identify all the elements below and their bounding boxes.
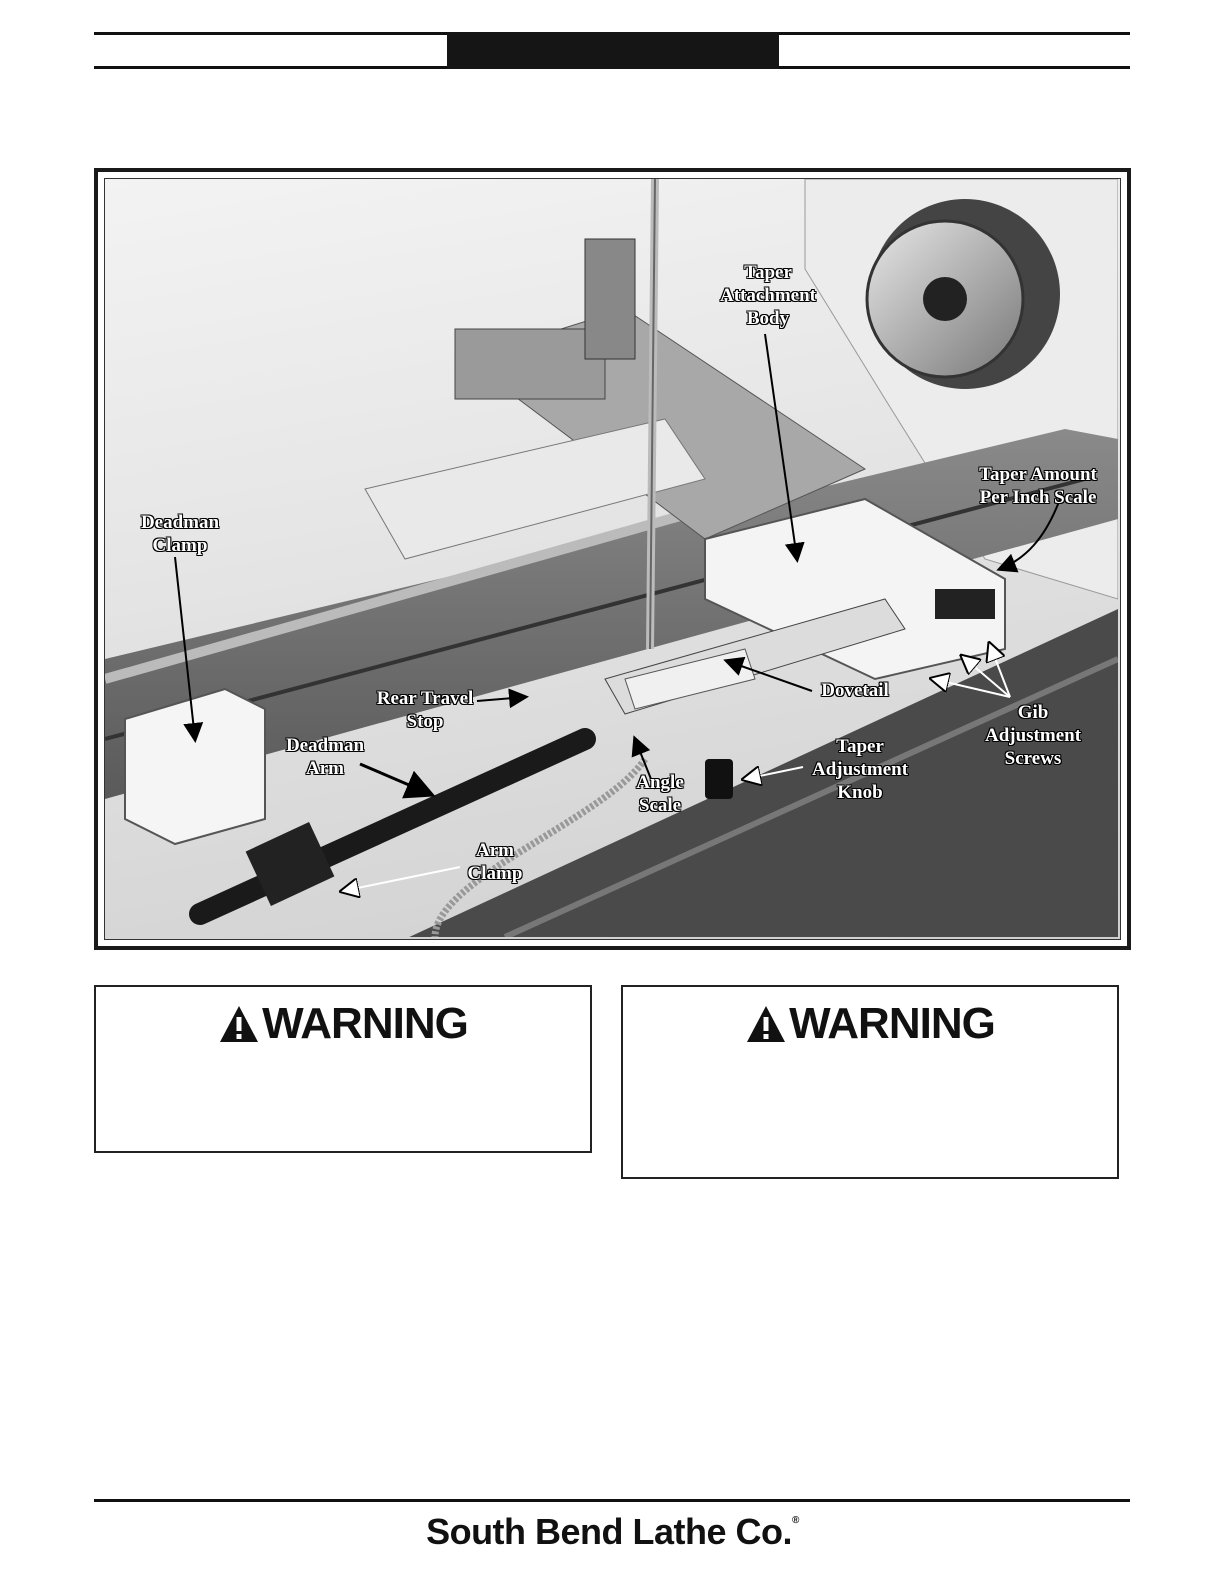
warning-heading (96, 999, 590, 1049)
callout-taper-attachment-body: Taper Attachment Body (719, 262, 817, 329)
callout-angle-scale: Angle Scale (636, 772, 684, 816)
warning-box-right (621, 985, 1119, 1179)
warning-box-left (94, 985, 592, 1153)
taper-attachment-figure (94, 168, 1131, 950)
callout-dovetail: Dovetail (821, 680, 889, 701)
warning-triangle-icon (218, 1004, 260, 1044)
warning-title: WARNING (262, 999, 468, 1048)
warning-title: WARNING (789, 999, 995, 1048)
header-section-tab (447, 32, 779, 69)
callout-taper-amount-scale: Taper Amount Per Inch Scale (979, 464, 1097, 508)
callout-deadman-clamp: Deadman Clamp (140, 512, 220, 556)
lathe-illustration (105, 179, 1118, 937)
registered-mark: ® (792, 1515, 799, 1526)
callout-deadman-arm: Deadman Arm (285, 735, 365, 779)
brand-name: South Bend Lathe Co. (426, 1511, 793, 1552)
footer-brand (0, 1511, 1225, 1553)
lathe-photo (104, 178, 1121, 940)
callout-gib-adjustment-screws: Gib Adjustment Screws (984, 702, 1082, 769)
callout-arm-clamp: Arm Clamp (467, 840, 523, 884)
callout-rear-travel-stop: Rear Travel Stop (376, 688, 474, 732)
callout-taper-adjustment-knob: Taper Adjustment Knob (811, 736, 909, 803)
warning-triangle-icon (745, 1004, 787, 1044)
warning-heading (623, 999, 1117, 1049)
footer-rule (94, 1499, 1130, 1502)
